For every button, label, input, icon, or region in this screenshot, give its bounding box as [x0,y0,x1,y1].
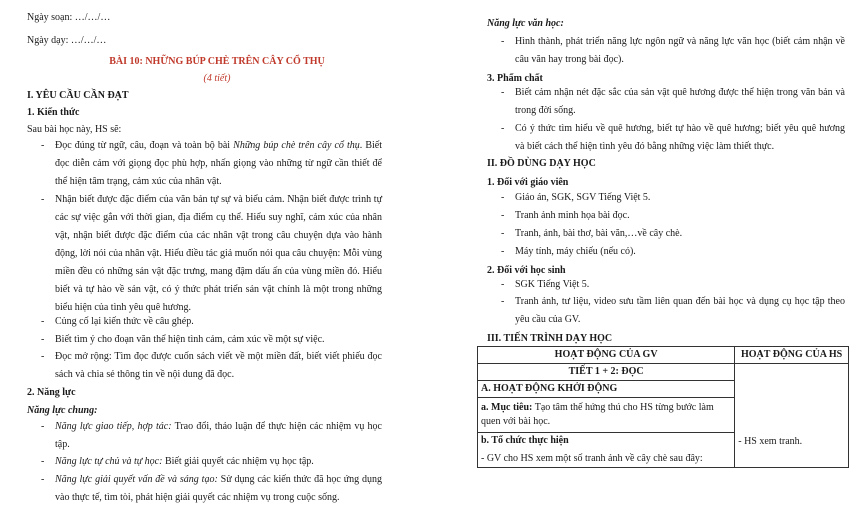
sub-knowledge: 1. Kiến thức [27,107,80,118]
lesson-title: BÀI 10: NHỮNG BÚP CHÈ TRÊN CÂY CỔ THỤ [109,56,325,67]
goal-text: Tạo tâm thế hứng thú cho HS từng bước làm quen với bài học. [481,402,714,427]
section-process: III. TIẾN TRÌNH DẠY HỌC [487,333,613,344]
student-item-1: - SGK Tiếng Việt 5. [501,279,590,290]
student-item-2: - Tranh ảnh, tư liệu, video sưu tầm liên quan đến bài học và dụng cụ học tập theo yêu cầu của GV. [501,296,845,325]
quality-bullet-1: - Biết cảm nhận nét đặc sắc của sản vật quê hương được thể hiện trong văn bản và trong đời sống. [501,87,845,116]
header-teacher-activity: HOẠT ĐỘNG CỦA GV [478,347,735,364]
student-cell [735,364,849,468]
literary-competence: Năng lực văn học: [487,18,564,29]
student-action: - HS xem tranh. [738,436,803,447]
lesson-plan-table [477,346,849,468]
table-row [478,364,849,381]
organize-cell [478,433,735,468]
knowledge-bullet-2: - Nhận biết được đặc điểm của văn bản tự sự và biểu cảm. Nhận biết được trình tự các sự việc gắn với thời gian, địa điểm cụ thể. Hiểu suy nghĩ, cảm xúc của nhân vật, nhận biết được đặc điểm của các nhân vật trong câu chuyện dựa vào hành động, lời nói của nhân vật. Hiểu điều tác giả muốn nói qua câu chuyện: Mỗi vùng miền đều có những sản vật đặc trưng, mang đậm dấu ấn của vùng miền đó. Hiểu biết và tự hào về sản vật, có ý thức phát triển sản vật chính là một trong những biểu hiện của tình yêu quê hương. [41,194,382,313]
sub-teacher: 1. Đối với giáo viên [487,177,569,188]
sub-competence: 2. Năng lực [27,387,76,398]
teacher-item-4: - Máy tính, máy chiếu (nếu có). [501,246,636,257]
date-prepare: Ngày soạn: …/…/… [27,12,111,23]
competence-bullet-3: - Năng lực giải quyết vấn đề và sáng tạo: Sử dụng các kiến thức đã học ứng dụng vào thực tế, tìm tòi, phát hiện giải quyết các nhiệm vụ trong cuộc sống. [41,474,382,503]
quality-bullet-2: - Có ý thức tìm hiểu về quê hương, biết tự hào về quê hương; biết yêu quê hương và biết cách thể hiện tình yêu đó bằng những việc làm thiết thực. [501,123,845,152]
knowledge-bullet-3: - Củng cố lại kiến thức về câu ghép. [41,316,194,327]
sub-qualities: 3. Phẩm chất [487,73,543,84]
teacher-item-2: - Tranh ảnh minh họa bài đọc. [501,210,630,221]
lesson-periods: (4 tiết) [203,73,231,84]
intro-text: Sau bài học này, HS sẽ: [27,124,122,135]
table-header-row [478,347,849,364]
teacher-item-1: - Giáo án, SGK, SGV Tiếng Việt 5. [501,192,651,203]
knowledge-bullet-4: - Biết tìm ý cho đoạn văn thể hiện tình cảm, cảm xúc về một sự việc. [41,334,325,345]
teacher-item-3: - Tranh, ảnh, bài thơ, bài văn,…về cây chè. [501,228,683,239]
knowledge-bullet-5: - Đọc mở rộng: Tìm đọc được cuốn sách viết về một miền đất, biết viết phiếu đọc sách và chia sẻ thông tin về nội dung đã đọc. [41,351,382,380]
literary-bullet: - Hình thành, phát triển năng lực ngôn ngữ và năng lực văn học (biết cảm nhận về câu văn hay trong bài đọc). [501,36,845,65]
sub-student: 2. Đối với học sinh [487,265,566,276]
header-student-activity: HOẠT ĐỘNG CỦA HS [735,347,849,364]
general-competence: Năng lực chung: [27,405,98,416]
competence-bullet-1: - Năng lực giao tiếp, hợp tác: Trao đổi, thảo luận để thực hiện các nhiệm vụ học tập. [41,421,382,450]
organize-label: b. Tổ chức thực hiện [481,435,569,446]
section-materials: II. ĐỒ DÙNG DẠY HỌC [487,158,596,169]
section-requirements: I. YÊU CẦU CẦN ĐẠT [27,90,129,101]
period-cell: TIẾT 1 + 2: ĐỌC [478,364,735,381]
knowledge-bullet-1: - Đọc đúng từ ngữ, câu, đoạn và toàn bộ bài Những búp chè trên cây cổ thụ. Biết đọc diễn cảm với giọng đọc phù hợp, nhấn giọng vào những từ ngữ cần thiết để thể hiện tâm trạng, cảm xúc của nhân vật. [41,140,383,187]
goal-cell [478,398,735,433]
date-teach: Ngày dạy: …/…/… [27,35,107,46]
goal-label: a. Mục tiêu: [481,402,533,413]
activity-a-cell: A. HOẠT ĐỘNG KHỞI ĐỘNG [478,381,735,398]
competence-bullet-2: - Năng lực tự chủ và tự học: Biết giải quyết các nhiệm vụ học tập. [41,456,314,467]
teacher-action: - GV cho HS xem một số tranh ảnh về cây chè sau đây: [481,453,703,464]
